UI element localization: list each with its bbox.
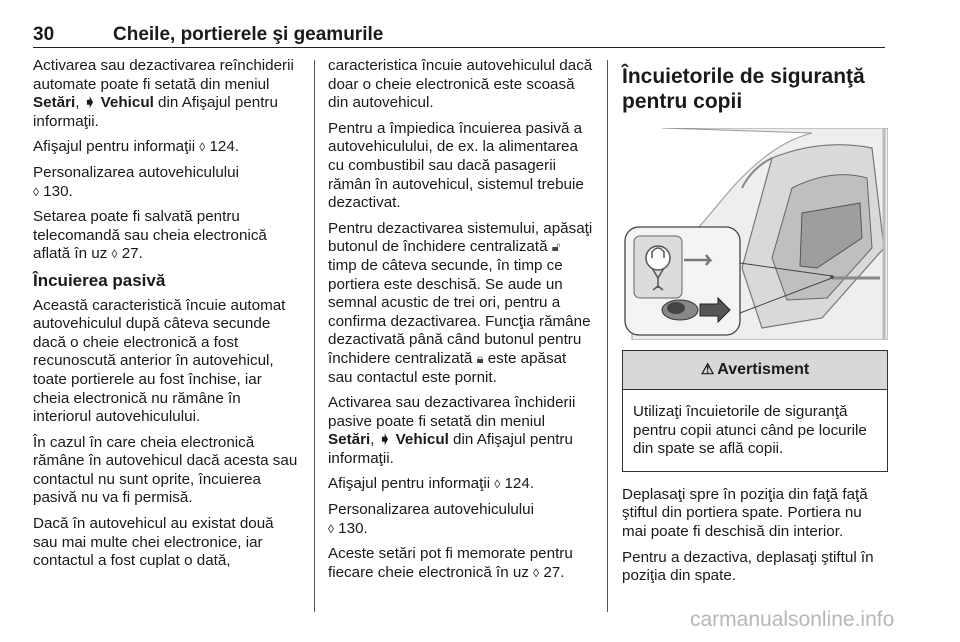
menu-vehicul: Vehicul (395, 431, 449, 449)
paragraph-deactivation: Pentru dezactivarea sistemului, apăsaţi butonul de închidere centralizată 🔓︎ timp de câteva secunde, în timp ce portiera este deschisă. Se aude un semnal acustic de trei ori, pentru a confirma dezactivarea. Funcţia rămâne dezactivată până când butonul pentru închidere centralizată 🔒︎ este apăsat sau contactul este pornit. (328, 219, 593, 386)
page-header (33, 18, 885, 48)
xref-info-display: Afişajul pentru informaţii ◊ 124. (328, 475, 535, 493)
child-lock-illustration (622, 128, 888, 340)
reference-icon: ◊ (199, 140, 206, 155)
chapter-title: Cheile, portierele şi geamurile (113, 24, 384, 45)
paragraph-passive-continued: caracteristica încuie autovehiculul dacă doar o cheie electronică este scoasă din autovehicul. (328, 57, 593, 112)
menu-setari: Setări (33, 94, 76, 112)
xref-personalization: Personalizarea autovehiculului ◊ 130. (328, 501, 535, 537)
section-title-child-locks: Încuietorile de siguranţă pentru copii (622, 65, 865, 113)
warning-icon: ⚠ (700, 360, 715, 378)
column-3 (622, 57, 888, 593)
paragraph-passive-desc: Această caracteristică încuie automat autovehiculul după câteva secunde dacă o cheie electronică a fost recunoscută anterior în autovehicul, toate portierele au fost închise, iar cheia electronică nu rămâne în interiorul autovehiculului. (33, 296, 286, 426)
lock-key-icon: 🔒︎ (476, 350, 484, 366)
column-divider (314, 60, 315, 612)
menu-vehicul: Vehicul (100, 94, 154, 112)
warning-text: Utilizaţi încuietorile de siguranţă pentru copii atunci când pe locurile din spate se află copii. (633, 403, 867, 458)
paragraph-deactivate-child-lock: Pentru a dezactiva, deplasaţi ştiftul în poziţia din spate. (622, 548, 874, 585)
paragraph-auto-relock: Activarea sau dezactivarea reînchiderii automate poate fi setată din meniul Setări, ➧ Vehicul din Afişajul pentru informaţii. (33, 57, 294, 130)
warning-box (622, 350, 888, 472)
column-divider (607, 60, 608, 612)
column-1 (33, 57, 301, 578)
reference-icon: ◊ (111, 247, 118, 262)
rear-door-drawing (622, 128, 888, 340)
menu-setari: Setări (328, 431, 371, 449)
reference-icon: ◊ (533, 565, 540, 580)
unlock-key-icon: 🔓︎ (551, 239, 561, 255)
paragraph-prevent-passive: Pentru a împiedica încuierea pasivă a autovehiculului, de ex. la alimentarea cu combustibil sau dacă pasagerii rămân în autovehicul, sistemul trebuie dezactivat. (328, 119, 584, 212)
reference-icon: ◊ (494, 477, 501, 492)
warning-title: Avertisment (717, 360, 810, 378)
column-2 (328, 57, 593, 589)
paragraph-passive-menu: Activarea sau dezactivarea închiderii pasive poate fi setată din meniul Setări, ➧ Vehicul din Afişajul pentru informaţii. (328, 394, 576, 467)
page-number: 30 (33, 24, 55, 45)
watermark: carmanualsonline.info (690, 608, 895, 631)
paragraph-setting-saved: Setarea poate fi salvată pentru telecomandă sau cheia electronică aflată în uz ◊ 27. (33, 208, 267, 263)
reference-icon: ◊ (328, 521, 334, 536)
reference-icon: ◊ (33, 184, 39, 199)
section-heading-passive-locking: Încuierea pasivă (33, 270, 166, 290)
warning-header (623, 351, 887, 390)
paragraph-passive-key-inside: În cazul în care cheia electronică rămâne în autovehicul dacă acesta sau contactul nu sunt oprite, încuierea pasivă nu va fi permisă. (33, 433, 298, 507)
paragraph-activate-child-lock: Deplasaţi spre în poziţia din faţă faţă ştiftul din portiera spate. Portiera nu mai poate fi deschisă din interior. (622, 485, 868, 540)
xref-info-display: Afişajul pentru informaţii ◊ 124. (33, 138, 240, 156)
arrow-icon: ➧ (378, 431, 392, 449)
paragraph-settings-memorized: Aceste setări pot fi memorate pentru fiecare cheie electronică în uz ◊ 27. (328, 545, 573, 581)
arrow-icon: ➧ (83, 94, 97, 112)
paragraph-passive-multiple-keys: Dacă în autovehicul au existat două sau mai multe chei electronice, iar contactul a fost cuplat o dată, (33, 515, 274, 570)
xref-personalization: Personalizarea autovehiculului ◊ 130. (33, 163, 240, 200)
